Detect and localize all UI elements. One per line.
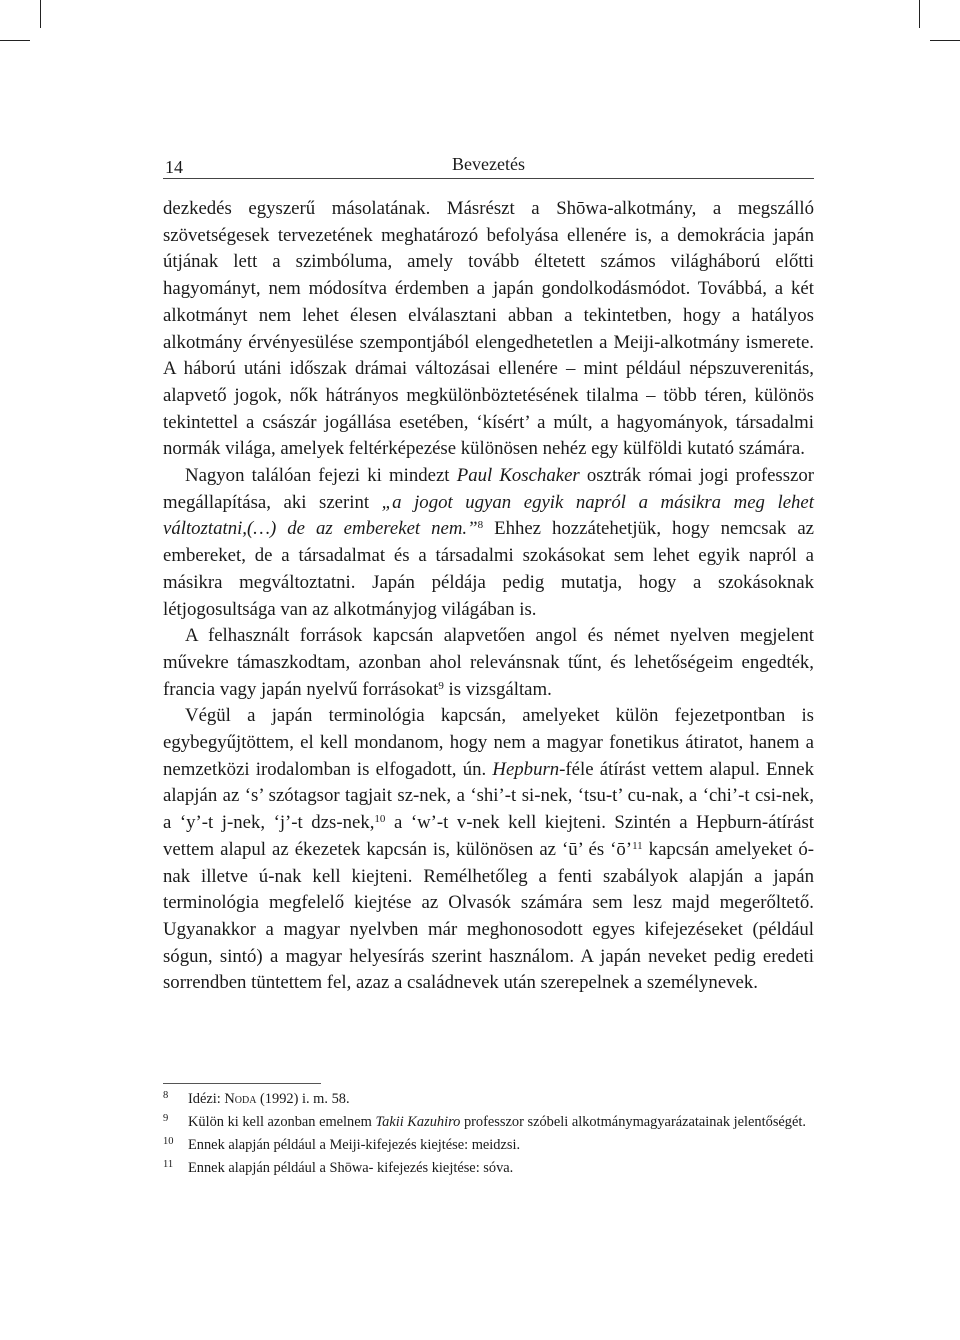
- paragraph: Nagyon találóan fejezi ki mindezt Paul Koschaker osztrák római jogi professzor megállapítása, aki szerint „a jogot ugyan egyik napról a másikra meg lehet változtatni,(…) de az embereket nem.”$^8$ Ehhez hozzátehetjük, hogy nemcsak az embereket, de a társadalmat és a társadalmi szokásokat sem lehet egyik napról a másikra megváltoztatni. Japán példája pedig mutatja, hogy a szokásoknak létjogosultsága van az alkotmányjog világában is.: [163, 465, 815, 620]
- footnote-separator: [163, 1083, 321, 1084]
- footnote: [163, 1113, 814, 1132]
- footnote-number: 11: [163, 1159, 174, 1170]
- paragraph: A felhasznált források kapcsán alapvetően angol és német nyelven megjelent művekre támaszkodtam, azonban ahol relevánsnak tűnt, és lehetőségeim engedték, francia vagy japán nyelvű forrásokat$^9$ is vizsgáltam.: [163, 625, 814, 700]
- crop-mark-top-right-horizontal: [930, 40, 960, 41]
- crop-mark-top-left-horizontal: [0, 40, 30, 41]
- running-header: [163, 150, 814, 179]
- footnote-text: Idézi: Noda (1992) i. m. 58.: [188, 1091, 350, 1107]
- footnote-number: 9: [163, 1113, 169, 1124]
- footnote: [163, 1159, 814, 1178]
- running-title: Bevezetés: [452, 154, 525, 174]
- crop-mark-top-right: [919, 0, 920, 28]
- footnote-number: 10: [163, 1136, 174, 1147]
- body-text: [163, 196, 814, 997]
- page-number: 14: [165, 157, 183, 177]
- footnotes: [163, 1090, 814, 1182]
- paragraph: Végül a japán terminológia kapcsán, amelyeket külön fejezetpontban is egybegyűjtöttem, el kell mondanom, hogy nem a magyar fonetikus átiratot, hanem a nemzetközi irodalomban is elfogadott, ún. Hepburn-féle átírást vettem alapul. Ennek alapján az ‘s’ szótagsor tagjait sz-nek, a ‘shi’-t si-nek, ‘tsu-t’ cu-nak, a ‘chi’-t csi-nek, a ‘y’-t j-nek, ‘j’-t dzs-nek,$^{10}$ a ‘w’-t v-nek kell kiejteni. Szintén a Hepburn-átírást vettem alapul az ékezetek kapcsán is, különösen az ‘ū’ és ‘ō’$^{11}$ kapcsán amelyeket ó-nak illetve ú-nak kell kiejteni. Remélhetőleg a fenti szabályok alapján a japán terminológia megfelelő kiejtése az Olvasók számára sem lesz majd megerőltető. Ugyanakkor a magyar nyelvben már meghonosodott egyes kifejezéseket (például sógun, sintó) a magyar helyesírás szerint használom. A japán neveket pedig eredeti sorrendben tüntettem fel, azaz a családnevek után szerepelnek a személynevek.: [163, 705, 815, 994]
- footnote-text: Ennek alapján például a Shōwa- kifejezés kiejtése: sóva.: [188, 1160, 514, 1176]
- footnote-text: Külön ki kell azonban emelnem Takii Kazuhiro professzor szóbeli alkotmánymagyarázatainak jelentőségét.: [188, 1114, 806, 1130]
- paragraph: dezkedés egyszerű másolatának. Másrészt a Shōwa-alkotmány, a megszálló szövetségesek tervezetének meghatározó befolyása ellenére is, a demokrácia japán útjának lett a szimbóluma, amely tovább éltetett számos világháború előtti hagyományt, nem módosítva érdemben a japán gondolkodásmódot. Továbbá, a két alkotmányt nem lehet élesen elválasztani abban a tekintetben, hogy a hatályos alkotmány érvényesülése szempontjából elengedhetetlen a Meiji-alkotmány ismerete. A háború utáni időszak drámai változásai ellenére – mint például népszuverenitás, alapvető jogok, nők hátrányos megkülönböztetésének tilalma – több téren, különös tekintettel a császár jogállása esetében, ‘kísért’ a múlt, a hagyományok, társadalmi normák világa, amelyek feltérképezése különösen nehéz egy külföldi kutató számára.: [163, 198, 814, 460]
- footnote: [163, 1090, 814, 1109]
- footnote-text: Ennek alapján például a Meiji-kifejezés kiejtése: meidzsi.: [188, 1137, 521, 1153]
- footnote: [163, 1136, 814, 1155]
- footnote-number: 8: [163, 1090, 169, 1101]
- crop-mark-top-left: [40, 0, 41, 28]
